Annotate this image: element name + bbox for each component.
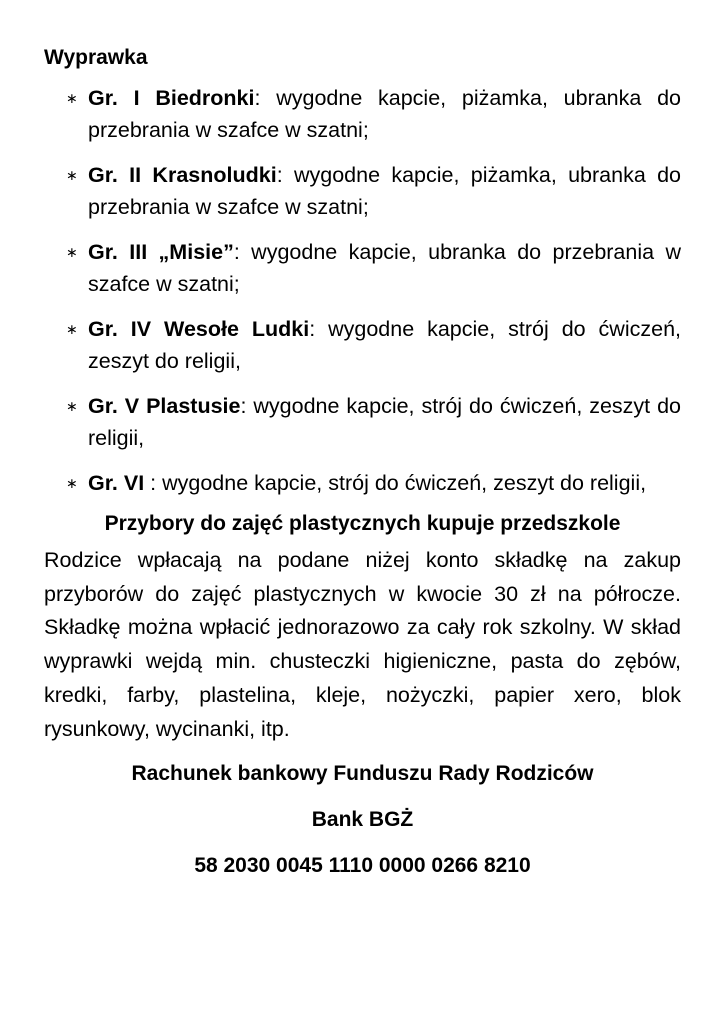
group-items: : wygodne kapcie, piżamka, ubranka do przebrania w szafce w szatni; — [88, 86, 682, 142]
group-name: Gr. V Plastusie — [88, 394, 241, 418]
list-item-group-1 — [44, 82, 681, 146]
fee-paragraph: Rodzice wpłacają na podane niżej konto składkę na zakup przyborów do zajęć plastycznych w kwocie 30 zł na półrocze. Składkę można wpłacić jednorazowo za cały rok szkolny. W skład wyprawki wejdą min. chusteczki higieniczne, pasta do zębów, kredki, farby, plastelina, kleje, nożyczki, papier xero, blok rysunkowy, wycinanki, itp. — [44, 548, 681, 741]
list-item-group-5 — [44, 390, 681, 454]
group-name: Gr. I Biedronki — [88, 86, 255, 110]
group-items: : wygodne kapcie, piżamka, ubranka do przebrania w szafce w szatni; — [88, 163, 682, 219]
section-heading: Wyprawka — [44, 46, 148, 69]
groups-list — [44, 82, 681, 499]
group-items: : wygodne kapcie, strój do ćwiczeń, zeszyt do religii, — [88, 317, 681, 373]
group-name: Gr. III „Misie” — [88, 240, 234, 264]
bullet-icon: ∗ — [66, 475, 78, 491]
document-page — [44, 44, 681, 880]
bank-name: Bank BGŻ — [311, 808, 414, 832]
group-name: Gr. VI — [88, 471, 145, 495]
group-items: : wygodne kapcie, ubranka do przebrania w szafce w szatni; — [88, 240, 681, 296]
list-item-group-6 — [44, 467, 681, 499]
list-item-group-4 — [44, 313, 681, 377]
group-items: : wygodne kapcie, strój do ćwiczeń, zeszyt do religii, — [88, 394, 681, 450]
bullet-icon: ∗ — [66, 244, 78, 260]
bullet-icon: ∗ — [66, 167, 78, 183]
bank-account-number: 58 2030 0045 1110 0000 0266 8210 — [194, 854, 531, 878]
bullet-icon: ∗ — [66, 321, 78, 337]
bank-account-title: Rachunek bankowy Funduszu Rady Rodziców — [131, 762, 594, 786]
supplies-subheading: Przybory do zajęć plastycznych kupuje przedszkole — [104, 512, 621, 535]
bullet-icon: ∗ — [66, 398, 78, 414]
group-name: Gr. II Krasnoludki — [88, 163, 277, 187]
bullet-icon: ∗ — [66, 90, 78, 106]
list-item-group-3 — [44, 236, 681, 300]
group-name: Gr. IV Wesołe Ludki — [88, 317, 310, 341]
group-items: : wygodne kapcie, strój do ćwiczeń, zeszyt do religii, — [144, 471, 647, 495]
list-item-group-2 — [44, 159, 681, 223]
